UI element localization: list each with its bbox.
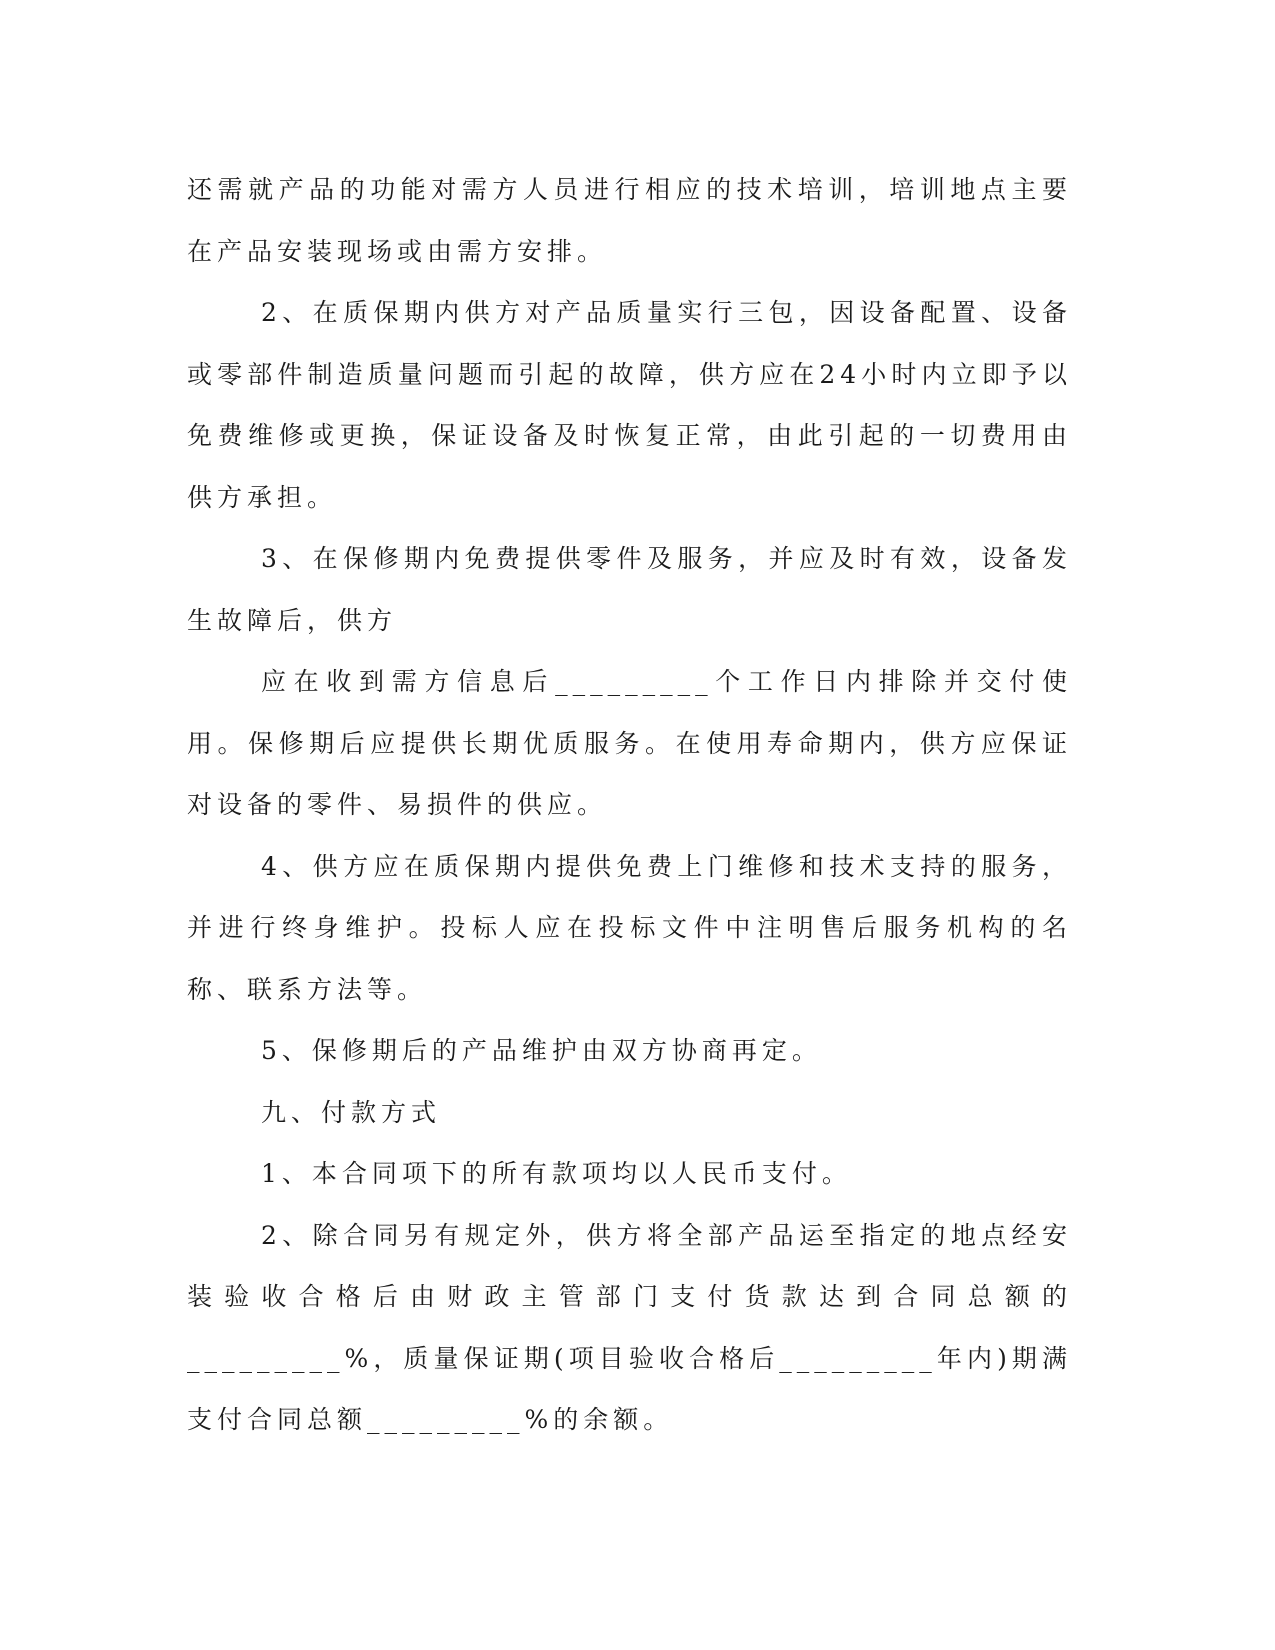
paragraph-payment-2-terms: 2、除合同另有规定外，供方将全部产品运至指定的地点经安装验收合格后由财政主管部门支付货款达到合同总额的_________%，质量保证期(项目验收合格后_________年内)期满支付合同总额_________%的余额。 xyxy=(187,1220,1072,1434)
paragraph-item-4-onsite-service: 4、供方应在质保期内提供免费上门维修和技术支持的服务，并进行终身维护。投标人应在投标文件中注明售后服务机构的名称、联系方法等。 xyxy=(187,851,1072,1004)
paragraph-item-5-maintenance: 5、保修期后的产品维护由双方协商再定。 xyxy=(261,1036,822,1065)
document-body xyxy=(187,159,1072,1451)
paragraph-item-2-warranty: 2、在质保期内供方对产品质量实行三包，因设备配置、设备或零部件制造质量问题而引起的故障，供方应在24小时内立即予以免费维修或更换，保证设备及时恢复正常，由此引起的一切费用由供方承担。 xyxy=(187,298,1072,512)
section-heading-payment: 九、付款方式 xyxy=(261,1097,442,1127)
paragraph-payment-1-currency: 1、本合同项下的所有款项均以人民币支付。 xyxy=(261,1159,852,1188)
paragraph-repair-deadline: 应在收到需方信息后_________个工作日内排除并交付使用。保修期后应提供长期优质服务。在使用寿命期内，供方应保证对设备的零件、易损件的供应。 xyxy=(187,667,1072,819)
paragraph-training: 还需就产品的功能对需方人员进行相应的技术培训，培训地点主要在产品安装现场或由需方安排。 xyxy=(187,175,1072,266)
paragraph-item-3-free-parts: 3、在保修期内免费提供零件及服务，并应及时有效，设备发生故障后，供方 xyxy=(187,544,1072,635)
